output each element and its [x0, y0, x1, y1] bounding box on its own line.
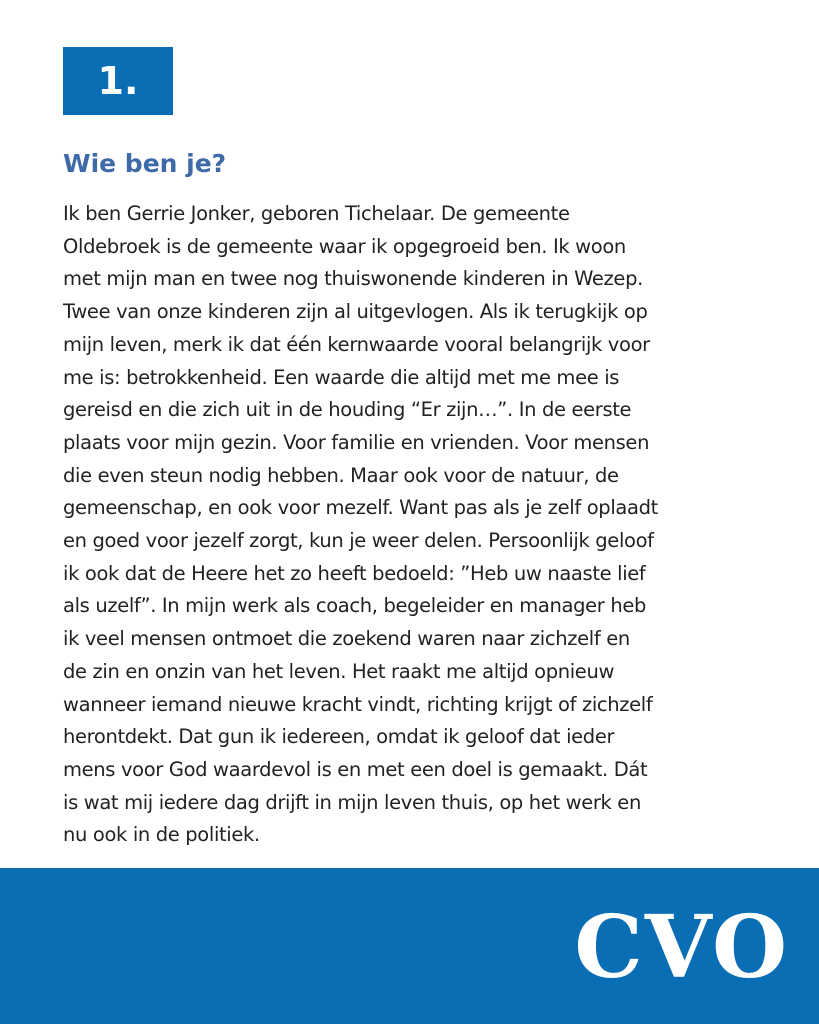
body-line: met mijn man en twee nog thuiswonende kinderen in Wezep.	[63, 267, 643, 291]
body-line: nu ook in de politiek.	[63, 823, 260, 847]
body-line: die even steun nodig hebben. Maar ook voor de natuur, de	[63, 463, 619, 487]
body-line: gemeenschap, en ook voor mezelf. Want pas als je zelf oplaadt	[63, 496, 658, 520]
body-line: Twee van onze kinderen zijn al uitgevlogen. Als ik terugkijk op	[63, 300, 648, 324]
body-line: wanneer iemand nieuwe kracht vindt, richting krijgt of zichzelf	[63, 692, 653, 716]
body-line: gereisd en die zich uit in de houding “Er zijn…”. In de eerste	[63, 398, 632, 422]
body-line: is wat mij iedere dag drijft in mijn leven thuis, op het werk en	[63, 790, 641, 814]
section-heading: Wie ben je?	[63, 149, 227, 178]
cvo-logo: CVO	[574, 897, 789, 998]
body-line: Oldebroek is de gemeente waar ik opgegroeid ben. Ik woon	[63, 234, 626, 258]
body-line: herontdekt. Dat gun ik iedereen, omdat ik geloof dat ieder	[63, 725, 615, 749]
number-badge	[63, 47, 173, 115]
body-line: de zin en onzin van het leven. Het raakt me altijd opnieuw	[63, 659, 615, 683]
body-text	[63, 198, 783, 852]
body-line: en goed voor jezelf zorgt, kun je weer delen. Persoonlijk geloof	[63, 529, 654, 553]
body-line: me is: betrokkenheid. Een waarde die altijd met me mee is	[63, 365, 620, 389]
number-label: 1.	[97, 59, 139, 103]
body-line: mijn leven, merk ik dat één kernwaarde vooral belangrijk voor	[63, 332, 650, 356]
body-line: als uzelf”. In mijn werk als coach, begeleider en manager heb	[63, 594, 647, 618]
body-line: mens voor God waardevol is en met een doel is gemaakt. Dát	[63, 757, 648, 781]
body-line: Ik ben Gerrie Jonker, geboren Tichelaar. De gemeente	[63, 202, 570, 225]
body-line: ik veel mensen ontmoet die zoekend waren naar zichzelf en	[63, 627, 630, 651]
body-line: plaats voor mijn gezin. Voor familie en vrienden. Voor mensen	[63, 430, 650, 454]
body-line: ik ook dat de Heere het zo heeft bedoeld: ”Heb uw naaste lief	[63, 561, 646, 585]
